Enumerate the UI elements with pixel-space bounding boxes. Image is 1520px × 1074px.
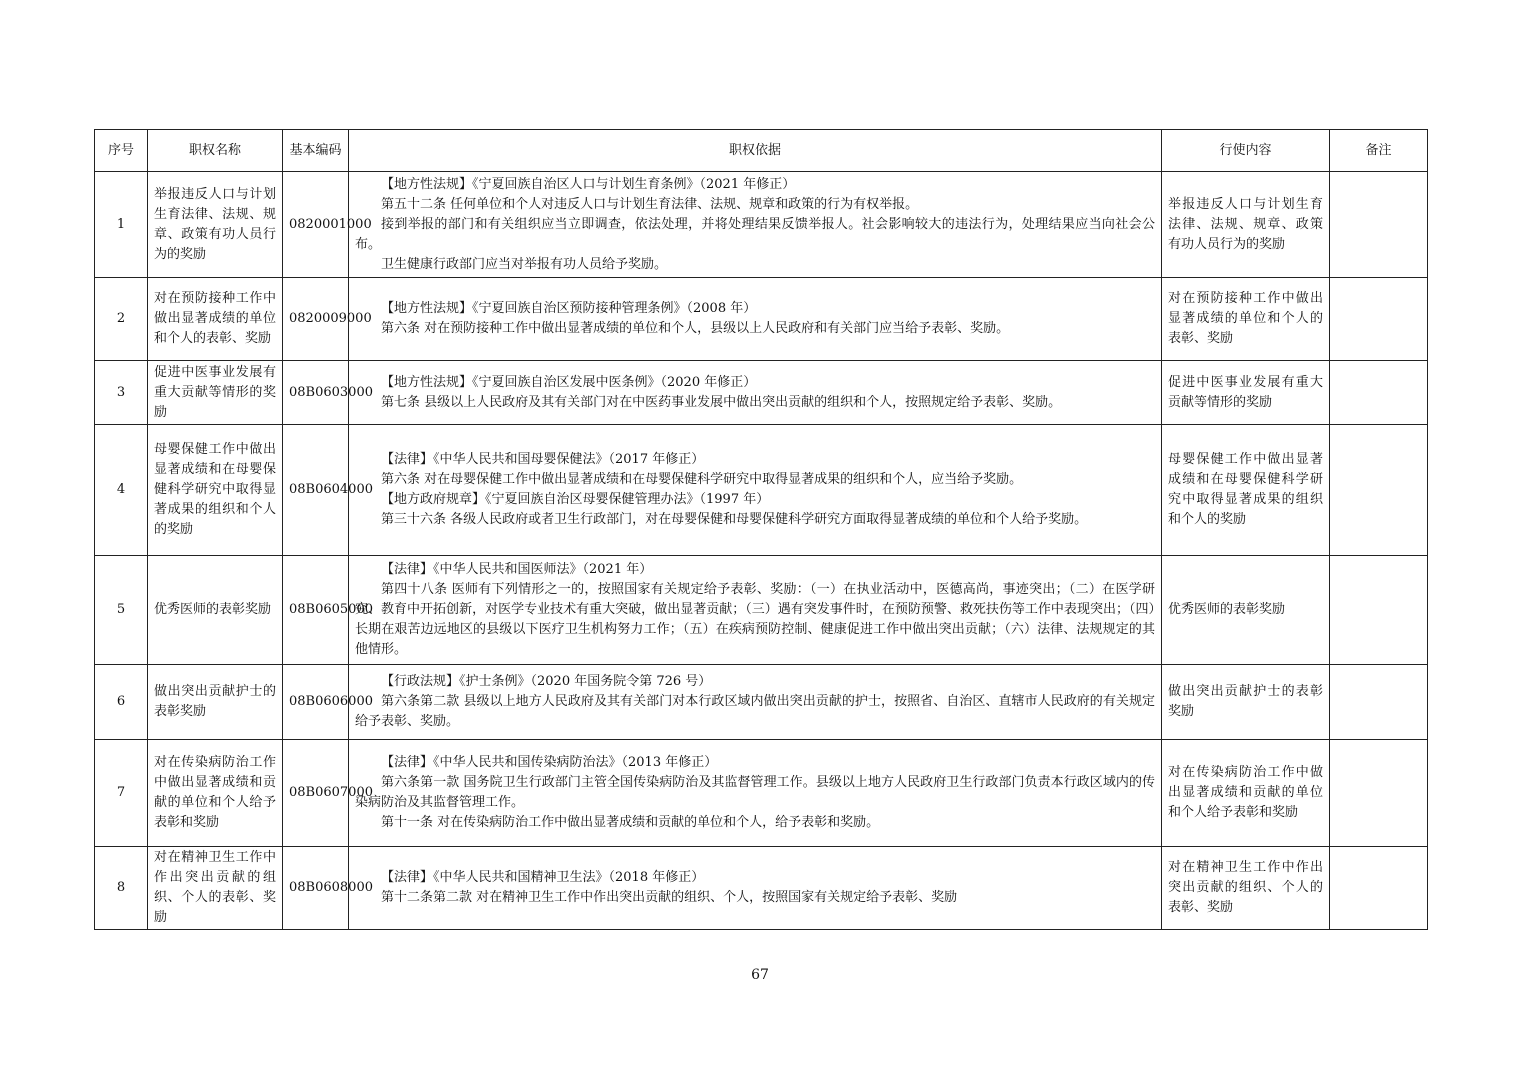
authority-basis	[349, 361, 1162, 425]
authority-name: 促进中医事业发展有重大贡献等情形的奖励	[148, 361, 283, 425]
row-number: 7	[95, 740, 148, 847]
basic-code: 0820001000	[283, 172, 349, 278]
authority-basis	[349, 278, 1162, 361]
basis-paragraph: 第七条 县级以上人民政府及其有关部门对在中医药事业发展中做出突出贡献的组织和个人，按照规定给予表彰、奖励。	[381, 394, 1062, 410]
row-number: 3	[95, 361, 148, 425]
header-content: 行使内容	[1162, 130, 1330, 172]
basis-paragraph: 第六条 对在预防接种工作中做出显著成绩的单位和个人，县级以上人民政府和有关部门应当给予表彰、奖励。	[381, 321, 1010, 336]
authority-basis	[349, 425, 1162, 556]
exercise-content: 对在预防接种工作中做出显著成绩的单位和个人的表彰、奖励	[1162, 278, 1330, 361]
exercise-content: 对在传染病防治工作中做出显著成绩和贡献的单位和个人给予表彰和奖励	[1162, 740, 1330, 847]
authority-name: 母婴保健工作中做出显著成绩和在母婴保健科学研究中取得显著成果的组织和个人的奖励	[148, 425, 283, 556]
remark	[1330, 172, 1428, 278]
basis-paragraph: 【法律】《中华人民共和国医师法》（2021 年）	[381, 562, 653, 577]
basic-code: 0820009000	[283, 278, 349, 361]
basis-paragraph: 【地方性法规】《宁夏回族自治区预防接种管理条例》（2008 年）	[381, 301, 757, 316]
remark	[1330, 556, 1428, 665]
header-basis: 职权依据	[349, 130, 1162, 172]
basis-paragraph: 第十二条第二款 对在精神卫生工作中作出突出贡献的组织、个人，按照国家有关规定给予表彰、奖励	[381, 890, 958, 905]
table-row	[95, 740, 1428, 847]
remark	[1330, 665, 1428, 740]
authority-name: 对在预防接种工作中做出显著成绩的单位和个人的表彰、奖励	[148, 278, 283, 361]
basic-code: 08B0605000	[283, 556, 349, 665]
authority-name: 对在精神卫生工作中作出突出贡献的组织、个人的表彰、奖励	[148, 847, 283, 930]
authority-table	[94, 129, 1428, 930]
exercise-content: 优秀医师的表彰奖励	[1162, 556, 1330, 665]
remark	[1330, 847, 1428, 930]
basic-code: 08B0604000	[283, 425, 349, 556]
row-number: 5	[95, 556, 148, 665]
row-number: 2	[95, 278, 148, 361]
table-header-row	[95, 130, 1428, 172]
exercise-content: 对在精神卫生工作中作出突出贡献的组织、个人的表彰、奖励	[1162, 847, 1330, 930]
basis-paragraph: 第六条第一款 国务院卫生行政部门主管全国传染病防治及其监督管理工作。县级以上地方人民政府卫生行政部门负责本行政区域内的传染病防治及其监督管理工作。	[355, 775, 1155, 810]
authority-name: 优秀医师的表彰奖励	[148, 556, 283, 665]
remark	[1330, 361, 1428, 425]
basis-paragraph: 第三十六条 各级人民政府或者卫生行政部门，对在母婴保健和母婴保健科学研究方面取得显著成绩的单位和个人给予奖励。	[381, 512, 1088, 527]
basis-paragraph: 【地方政府规章】《宁夏回族自治区母婴保健管理办法》（1997 年）	[381, 492, 770, 507]
authority-name: 举报违反人口与计划生育法律、法规、规章、政策有功人员行为的奖励	[148, 172, 283, 278]
table-row	[95, 665, 1428, 740]
remark	[1330, 425, 1428, 556]
table-row	[95, 425, 1428, 556]
basis-paragraph: 第十一条 对在传染病防治工作中做出显著成绩和贡献的单位和个人，给予表彰和奖励。	[381, 815, 880, 830]
row-number: 1	[95, 172, 148, 278]
table-row	[95, 278, 1428, 361]
basis-paragraph: 【地方性法规】《宁夏回族自治区人口与计划生育条例》（2021 年修正）	[381, 176, 796, 192]
basis-paragraph: 第四十八条 医师有下列情形之一的，按照国家有关规定给予表彰、奖励：（一）在执业活动中，医德高尚，事迹突出；（二）在医学研究、教育中开拓创新，对医学专业技术有重大突破，做出显著贡献；（三）遇有突发事件时，在预防预警、救死扶伤等工作中表现突出；（四）长期在艰苦边远地区的县级以下医疗卫生机构努力工作；（五）在疾病预防控制、健康促进工作中做出突出贡献；（六）法律、法规规定的其他情形。	[355, 582, 1155, 657]
header-code: 基本编码	[283, 130, 349, 172]
authority-basis	[349, 847, 1162, 930]
basis-paragraph: 【地方性法规】《宁夏回族自治区发展中医条例》（2020 年修正）	[381, 374, 757, 390]
row-number: 4	[95, 425, 148, 556]
basic-code: 08B0607000	[283, 740, 349, 847]
basis-paragraph: 接到举报的部门和有关组织应当立即调查，依法处理，并将处理结果反馈举报人。社会影响较大的违法行为，处理结果应当向社会公布。	[355, 216, 1155, 252]
row-number: 6	[95, 665, 148, 740]
remark	[1330, 278, 1428, 361]
header-note: 备注	[1330, 130, 1428, 172]
exercise-content: 母婴保健工作中做出显著成绩和在母婴保健科学研究中取得显著成果的组织和个人的奖励	[1162, 425, 1330, 556]
authority-name: 做出突出贡献护士的表彰奖励	[148, 665, 283, 740]
basis-paragraph: 【行政法规】《护士条例》（2020 年国务院令第 726 号）	[381, 674, 712, 689]
exercise-content: 做出突出贡献护士的表彰奖励	[1162, 665, 1330, 740]
basis-paragraph: 第六条 对在母婴保健工作中做出显著成绩和在母婴保健科学研究中取得显著成果的组织和个人，应当给予奖励。	[381, 472, 1023, 487]
basis-paragraph: 【法律】《中华人民共和国精神卫生法》（2018 年修正）	[381, 870, 705, 885]
table-row	[95, 172, 1428, 278]
basis-paragraph: 第六条第二款 县级以上地方人民政府及其有关部门对本行政区域内做出突出贡献的护士，按照省、自治区、直辖市人民政府的有关规定给予表彰、奖励。	[355, 694, 1155, 729]
exercise-content: 举报违反人口与计划生育法律、法规、规章、政策有功人员行为的奖励	[1162, 172, 1330, 278]
authority-basis	[349, 665, 1162, 740]
remark	[1330, 740, 1428, 847]
basic-code: 08B0608000	[283, 847, 349, 930]
authority-name: 对在传染病防治工作中做出显著成绩和贡献的单位和个人给予表彰和奖励	[148, 740, 283, 847]
basic-code: 08B0606000	[283, 665, 349, 740]
page-number: 67	[751, 967, 769, 983]
table-row	[95, 556, 1428, 665]
basis-paragraph: 第五十二条 任何单位和个人对违反人口与计划生育法律、法规、规章和政策的行为有权举报。	[381, 196, 919, 212]
authority-basis	[349, 556, 1162, 665]
row-number: 8	[95, 847, 148, 930]
header-name: 职权名称	[148, 130, 283, 172]
authority-basis	[349, 740, 1162, 847]
authority-basis	[349, 172, 1162, 278]
exercise-content: 促进中医事业发展有重大贡献等情形的奖励	[1162, 361, 1330, 425]
table-row	[95, 847, 1428, 930]
basis-paragraph: 【法律】《中华人民共和国传染病防治法》（2013 年修正）	[381, 755, 718, 770]
basis-paragraph: 【法律】《中华人民共和国母婴保健法》（2017 年修正）	[381, 452, 705, 467]
header-no: 序号	[95, 130, 148, 172]
basic-code: 08B0603000	[283, 361, 349, 425]
basis-paragraph: 卫生健康行政部门应当对举报有功人员给予奖励。	[381, 256, 668, 272]
table-row	[95, 361, 1428, 425]
